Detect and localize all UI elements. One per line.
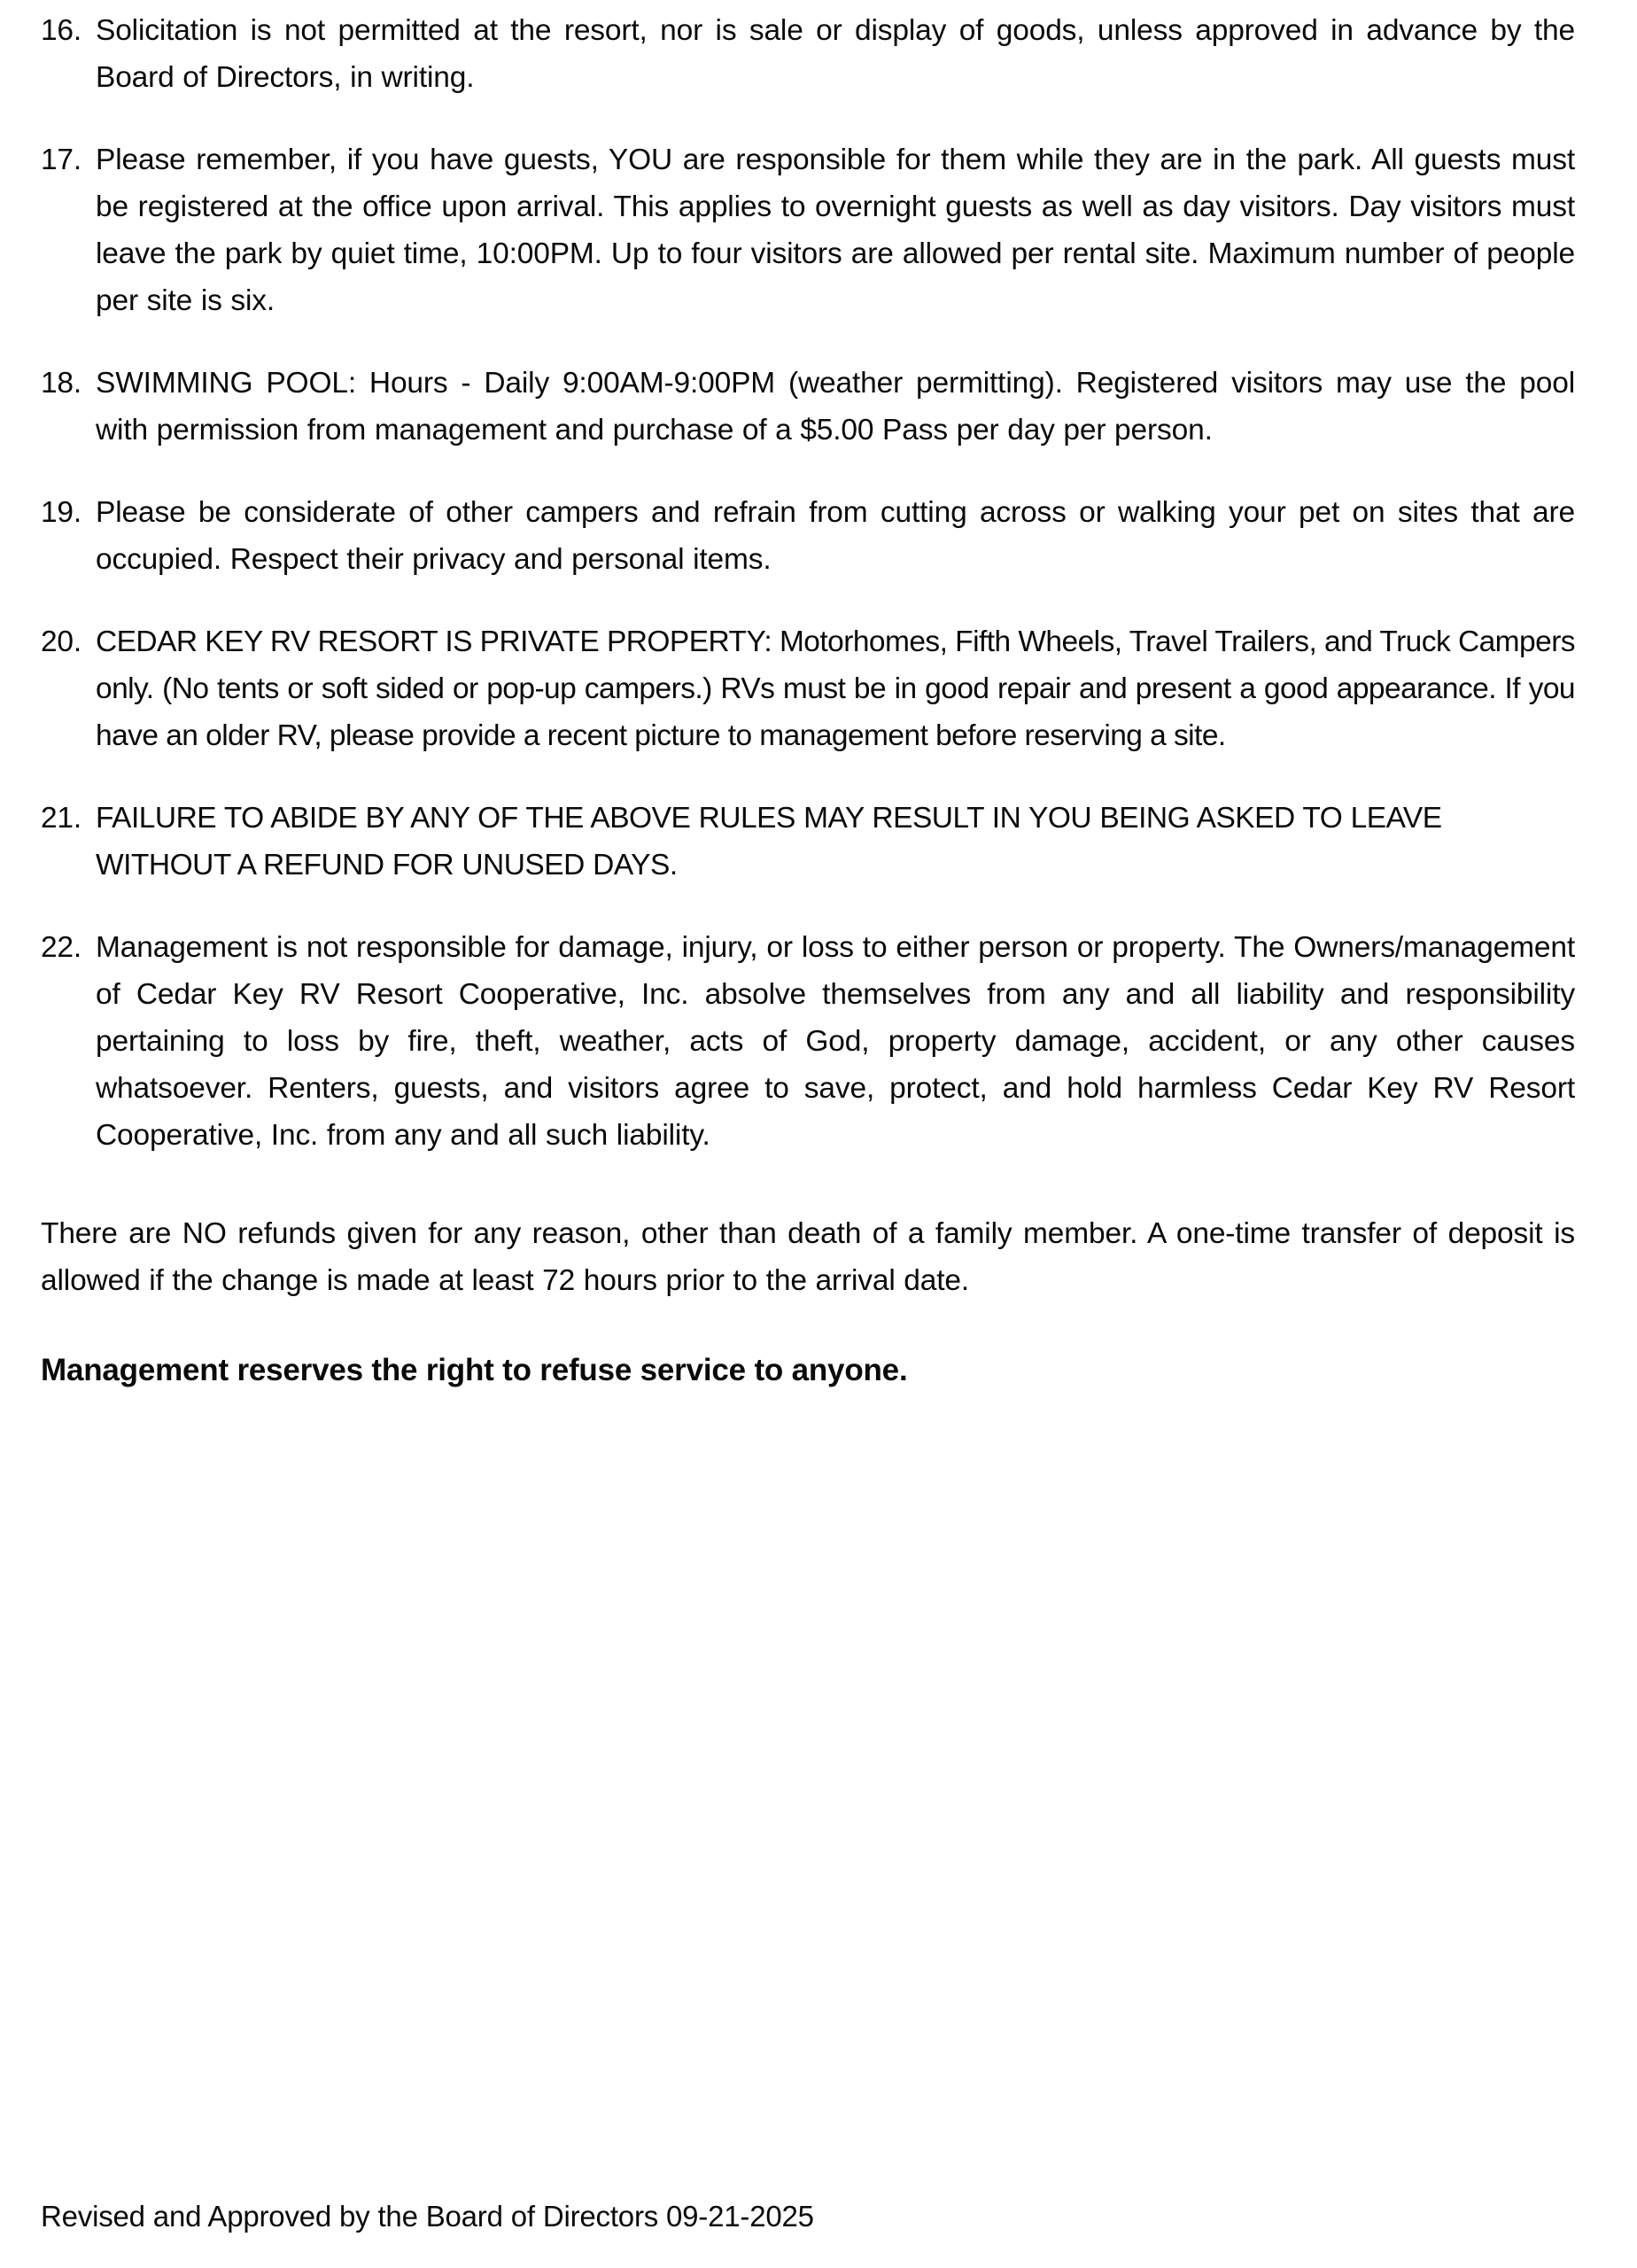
rule-number: 19. — [41, 496, 81, 529]
rule-item-20 — [41, 618, 1575, 759]
rule-text: SWIMMING POOL: Hours - Daily 9:00AM-9:00PM (weather permitting). Registered visitors may use the pool with permission from management and purchase of a $5.00 Pass per day per person. — [96, 367, 1575, 447]
refusal-of-service-statement: Management reserves the right to refuse service to anyone. — [41, 1353, 908, 1387]
rule-number: 18. — [41, 367, 81, 400]
rule-item-16 — [41, 7, 1575, 101]
rule-item-17 — [41, 136, 1575, 324]
rule-text: Solicitation is not permitted at the resort, nor is sale or display of goods, unless approved in advance by the Board of Directors, in writing. — [96, 14, 1575, 94]
rule-number: 21. — [41, 802, 81, 835]
rule-item-21 — [41, 795, 1575, 889]
rule-number: 17. — [41, 144, 81, 176]
document-content — [41, 0, 1575, 1394]
rule-item-18 — [41, 360, 1575, 454]
rule-item-22 — [41, 924, 1575, 1159]
rule-number: 20. — [41, 625, 81, 658]
rule-item-19 — [41, 489, 1575, 583]
rule-text: Please remember, if you have guests, YOU are responsible for them while they are in the park. All guests must be registered at the office upon arrival. This applies to overnight guests as well as day visitors. Day visitors must leave the park by quiet time, 10:00PM. Up to four visitors are allowed per rental site. Maximum number of people per site is six. — [96, 144, 1575, 317]
revision-footer: Revised and Approved by the Board of Directors 09-21-2025 — [41, 2200, 814, 2233]
rule-text: Management is not responsible for damage, injury, or loss to either person or property. The Owners/management of Cedar Key RV Resort Cooperative, Inc. absolve themselves from any and all liability and responsibility pertaining to loss by fire, theft, weather, acts of God, property damage, accident, or any other causes whatsoever. Renters, guests, and visitors agree to save, protect, and hold harmless Cedar Key RV Resort Cooperative, Inc. from any and all such liability. — [96, 931, 1575, 1152]
rule-text: Please be considerate of other campers and refrain from cutting across or walking your pet on sites that are occupied. Respect their privacy and personal items. — [96, 496, 1575, 576]
rule-number: 16. — [41, 14, 81, 47]
rule-text: CEDAR KEY RV RESORT IS PRIVATE PROPERTY: Motorhomes, Fifth Wheels, Travel Trailers, and Truck Campers only. (No tents or soft sided or pop-up campers.) RVs must be in good repair and present a good appearance. If you have an older RV, please provide a recent picture to management before reserving a site. — [96, 625, 1575, 752]
rules-list — [41, 7, 1575, 1159]
refund-policy-paragraph: There are NO refunds given for any reason, other than death of a family member. A one-time transfer of deposit is allowed if the change is made at least 72 hours prior to the arrival date. — [41, 1217, 1575, 1297]
rule-number: 22. — [41, 931, 81, 964]
rule-text: FAILURE TO ABIDE BY ANY OF THE ABOVE RULES MAY RESULT IN YOU BEING ASKED TO LEAVE WITHOUT A REFUND FOR UNUSED DAYS. — [96, 802, 1442, 882]
